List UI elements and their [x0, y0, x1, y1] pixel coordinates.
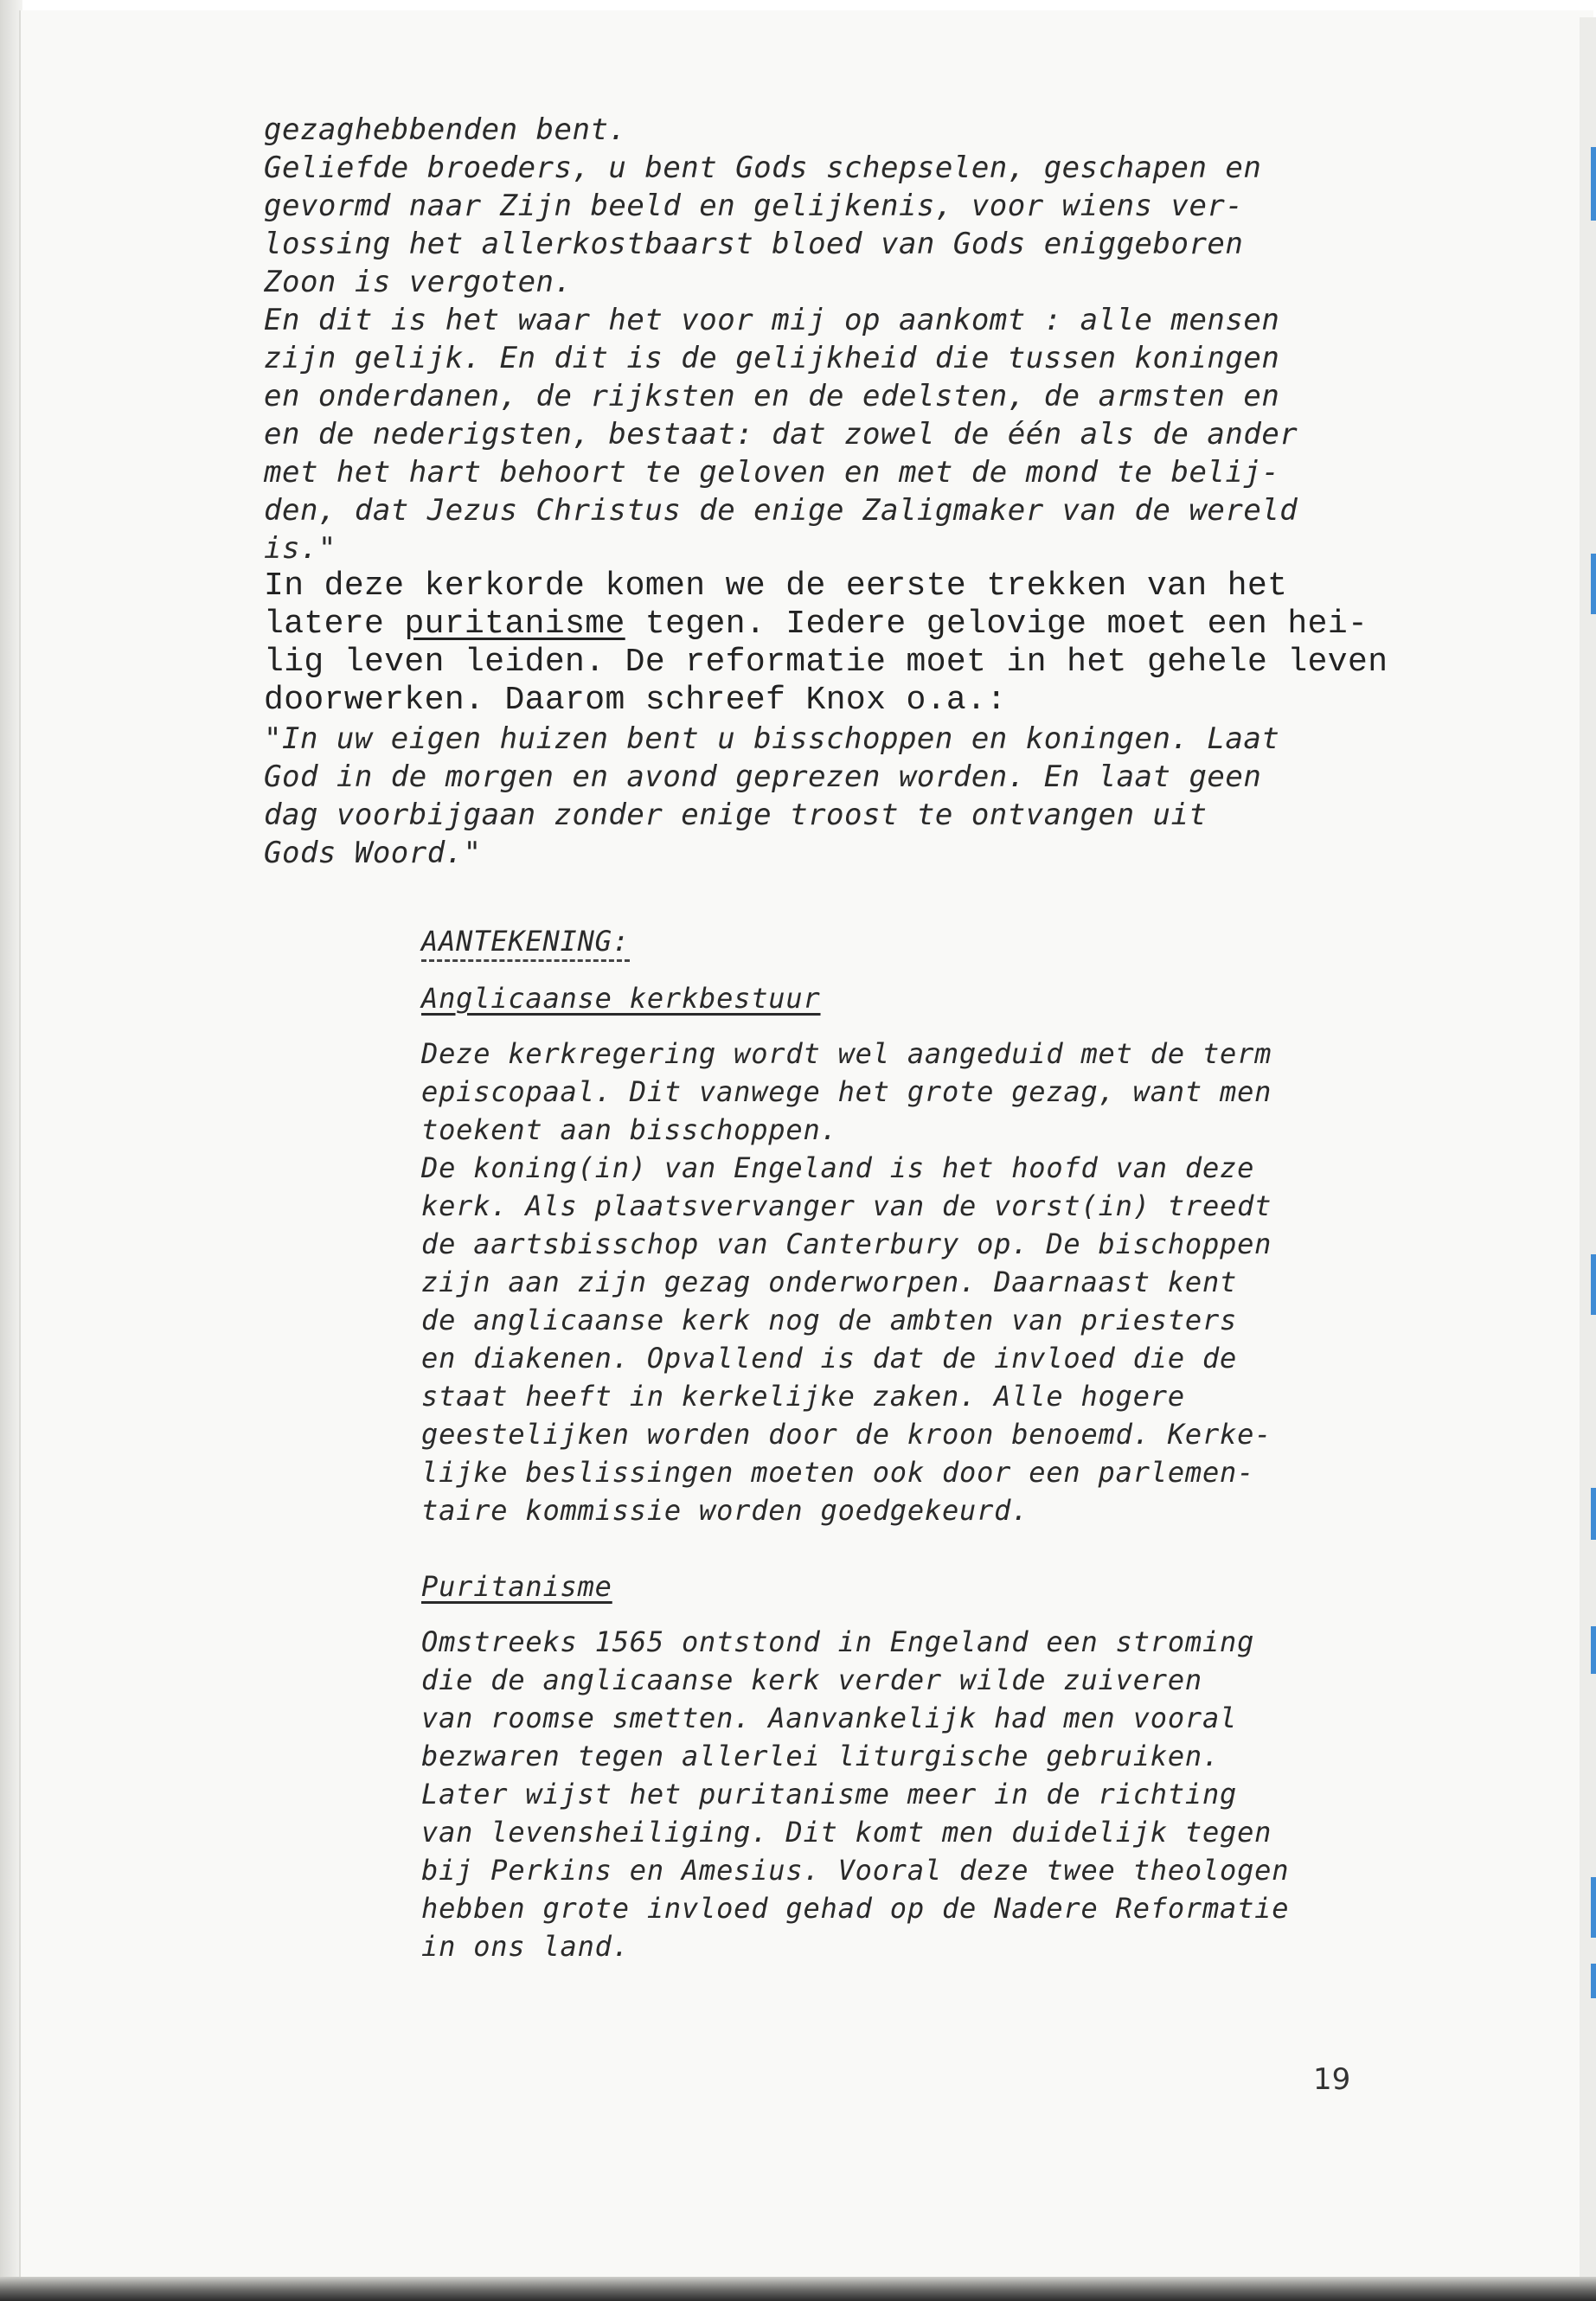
- note-line: zijn aan zijn gezag onderworpen. Daarnaast kent: [421, 1266, 1238, 1298]
- note-line: en diakenen. Opvallend is dat de invloed die de: [421, 1342, 1238, 1375]
- quote-line: God in de morgen en avond geprezen worden. En laat geen: [264, 760, 1262, 794]
- quote-line: Gods Woord.": [264, 836, 482, 870]
- edge-mark: [1591, 1964, 1596, 1998]
- paragraph-line: [264, 606, 1414, 644]
- edge-mark: [1591, 1254, 1596, 1315]
- note-line: de anglicaanse kerk nog de ambten van priesters: [421, 1304, 1238, 1336]
- body-line: is.": [264, 531, 337, 566]
- note-section-puritanisme: [421, 1567, 1416, 1965]
- text-run: latere: [264, 606, 405, 643]
- quote-line: "In uw eigen huizen bent u bisschoppen en koningen. Laat: [264, 721, 1280, 756]
- body-text: [264, 111, 1414, 872]
- edge-mark: [1591, 1488, 1596, 1540]
- note-line: die de anglicaanse kerk verder wilde zuiveren: [421, 1663, 1202, 1696]
- page-number: 19: [1313, 2062, 1351, 2097]
- note-line: van roomse smetten. Aanvankelijk had men vooral: [421, 1702, 1238, 1734]
- body-line: den, dat Jezus Christus de enige Zaligmaker van de wereld: [264, 493, 1298, 528]
- paragraph-line: doorwerken. Daarom schreef Knox o.a.:: [264, 682, 1007, 719]
- note-label-block: [421, 922, 1416, 960]
- edge-mark: [1591, 554, 1596, 614]
- note-line: toekent aan bisschoppen.: [421, 1113, 838, 1146]
- note-line: hebben grote invloed gehad op de Nadere Reformatie: [421, 1892, 1290, 1925]
- body-line: met het hart behoort te geloven en met de mond te belij-: [264, 455, 1280, 490]
- body-line: Geliefde broeders, u bent Gods schepselen, geschapen en: [264, 151, 1262, 185]
- section-heading: Anglicaanse kerkbestuur: [421, 982, 821, 1015]
- body-line: en de nederigsten, bestaat: dat zowel de één als de ander: [264, 417, 1298, 452]
- body-line: zijn gelijk. En dit is de gelijkheid die tussen koningen: [264, 341, 1280, 375]
- note-line: lijke beslissingen moeten ook door een parlemen-: [421, 1456, 1255, 1489]
- note-line: Omstreeks 1565 ontstond in Engeland een stroming: [421, 1625, 1255, 1658]
- note-line: bij Perkins en Amesius. Vooral deze twee theologen: [421, 1854, 1290, 1887]
- paragraph-line: In deze kerkorde komen we de eerste trekken van het: [264, 567, 1288, 605]
- note-line: De koning(in) van Engeland is het hoofd van deze: [421, 1151, 1255, 1184]
- text-run: tegen. Iedere gelovige moet een hei-: [625, 606, 1368, 643]
- note-line: Later wijst het puritanisme meer in de richting: [421, 1778, 1238, 1811]
- note-line: kerk. Als plaatsvervanger van de vorst(in) treedt: [421, 1189, 1272, 1222]
- underlined-term: puritanisme: [404, 606, 625, 643]
- note-line: episcopaal. Dit vanwege het grote gezag, want men: [421, 1075, 1272, 1108]
- note-line: geestelijken worden door de kroon benoemd. Kerke-: [421, 1418, 1272, 1451]
- note-line: staat heeft in kerkelijke zaken. Alle hogere: [421, 1380, 1185, 1413]
- body-line: lossing het allerkostbaarst bloed van Gods eniggeboren: [264, 227, 1244, 261]
- body-line: gevormd naar Zijn beeld en gelijkenis, voor wiens ver-: [264, 189, 1244, 223]
- note-line: Deze kerkregering wordt wel aangeduid met de term: [421, 1037, 1272, 1070]
- note-line: van levensheiliging. Dit komt men duidelijk tegen: [421, 1816, 1272, 1849]
- next-page-edge: [1580, 17, 1596, 2277]
- scan-bottom-edge: [0, 2277, 1596, 2301]
- quote-line: dag voorbijgaan zonder enige troost te ontvangen uit: [264, 798, 1208, 832]
- body-line: En dit is het waar het voor mij op aankomt : alle mensen: [264, 303, 1280, 337]
- note-line: in ons land.: [421, 1930, 630, 1963]
- note-section-anglicaans: [421, 979, 1416, 1529]
- paragraph-line: lig leven leiden. De reformatie moet in het gehele leven: [264, 644, 1388, 681]
- edge-mark: [1591, 1877, 1596, 1938]
- body-line: Zoon is vergoten.: [264, 265, 573, 299]
- body-line: en onderdanen, de rijksten en de edelsten, de armsten en: [264, 379, 1280, 413]
- note-label: AANTEKENING:: [421, 925, 630, 962]
- edge-mark: [1591, 1626, 1596, 1674]
- note-line: bezwaren tegen allerlei liturgische gebruiken.: [421, 1740, 1221, 1772]
- edge-mark: [1591, 147, 1596, 221]
- section-heading: Puritanisme: [421, 1570, 612, 1603]
- note-line: taire kommissie worden goedgekeurd.: [421, 1494, 1029, 1527]
- note-line: de aartsbisschop van Canterbury op. De bischoppen: [421, 1227, 1272, 1260]
- body-line: gezaghebbenden bent.: [264, 112, 627, 147]
